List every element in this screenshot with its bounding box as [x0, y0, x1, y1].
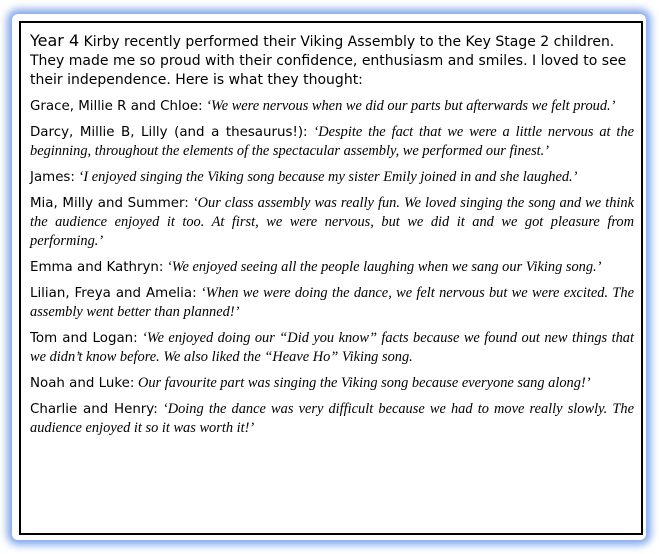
comment-names: Charlie and Henry: — [30, 402, 158, 417]
intro-paragraph — [30, 31, 634, 90]
comment-entry — [30, 374, 634, 393]
comment-quote: ‘Despite the fact that we were a little nervous at the beginning, throughout the elements of the spectacular assembly, we performed our finest.’ — [30, 124, 634, 159]
comment-names: Emma and Kathryn: — [30, 260, 164, 275]
comment-entry — [30, 258, 634, 277]
comment-entry — [30, 284, 634, 322]
comment-quote: ‘We enjoyed seeing all the people laughing when we sang our Viking song.’ — [167, 259, 602, 275]
comment-entry — [30, 400, 634, 438]
comment-quote: Our favourite part was singing the Viking song because everyone sang along!’ — [137, 375, 591, 391]
newsletter-box — [19, 21, 643, 535]
comment-entry — [30, 329, 634, 367]
comment-quote: ‘I enjoyed singing the Viking song because my sister Emily joined in and she laughed.’ — [78, 169, 578, 185]
comment-names: James: — [30, 170, 75, 185]
comment-entry — [30, 123, 634, 161]
comment-quote: ‘We were nervous when we did our parts but afterwards we felt proud.’ — [206, 98, 616, 114]
comment-entry — [30, 168, 634, 187]
comment-names: Lilian, Freya and Amelia: — [30, 286, 197, 301]
comment-entry — [30, 194, 634, 251]
comment-quote: ‘Doing the dance was very difficult because we had to move really slowly. The audience enjoyed it so it was worth it!’ — [30, 401, 634, 436]
comment-quote: ‘We enjoyed doing our “Did you know” facts because we found out new things that we didn’t know before. We also liked the “Heave Ho” Viking song. — [30, 330, 634, 365]
intro-text: Kirby recently performed their Viking Assembly to the Key Stage 2 children. They made me so proud with their confidence, enthusiasm and smiles. I loved to see their independence. Here is what they thought: — [30, 34, 627, 88]
intro-year: Year 4 — [30, 31, 80, 50]
comment-quote: ‘Our class assembly was really fun. We loved singing the song and we think the audience enjoyed it too. At first, we were nervous, but we did it and we got pleasure from performing.’ — [30, 195, 634, 249]
comment-names: Noah and Luke: — [30, 376, 135, 391]
comment-names: Tom and Logan: — [30, 331, 138, 346]
comment-names: Darcy, Millie B, Lilly (and a thesaurus!): — [30, 125, 308, 140]
comment-names: Grace, Millie R and Chloe: — [30, 99, 203, 114]
comment-quote: ‘When we were doing the dance, we felt nervous but we were excited. The assembly went better than planned!’ — [30, 285, 634, 320]
comment-entry — [30, 97, 634, 116]
comment-names: Mia, Milly and Summer: — [30, 196, 189, 211]
